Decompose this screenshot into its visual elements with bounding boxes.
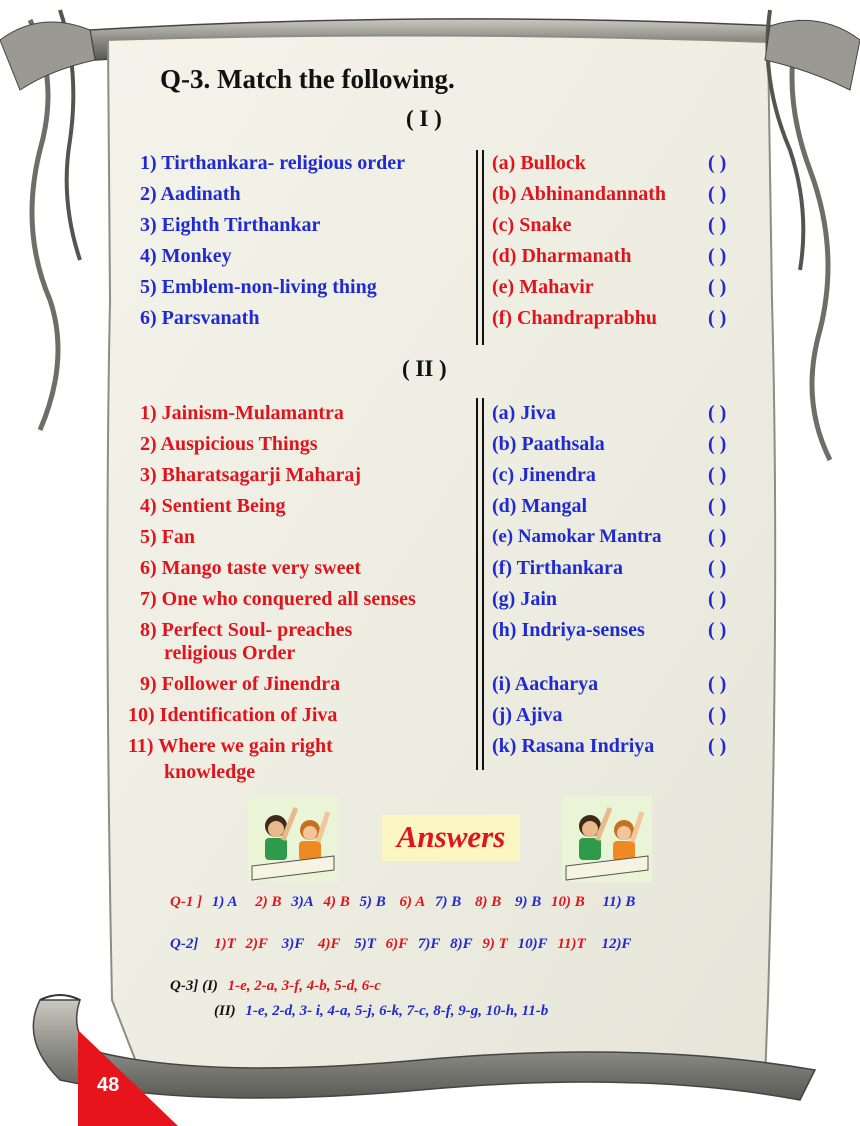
q2-answer: 11)T bbox=[557, 936, 586, 952]
s1-left-item: 2) Aadinath bbox=[140, 183, 241, 205]
answer-blank[interactable]: ( ) bbox=[708, 673, 727, 695]
s2-right-item: (h) Indriya-senses bbox=[492, 619, 645, 641]
section-2-divider bbox=[476, 398, 478, 770]
q3-i-answers: 1-e, 2-a, 3-f, 4-b, 5-d, 6-c bbox=[227, 978, 381, 994]
s2-left-item: 7) One who conquered all senses bbox=[140, 588, 416, 610]
s2-right-item: (i) Aacharya bbox=[492, 673, 599, 695]
s1-right-item: (c) Snake bbox=[492, 214, 572, 236]
q1-answer: 1) A bbox=[211, 894, 238, 910]
page-number: 48 bbox=[97, 1074, 120, 1096]
page-title: Q-3. Match the following. bbox=[160, 64, 455, 94]
s2-right-item: (f) Tirthankara bbox=[492, 557, 623, 579]
s2-left-item-cont: knowledge bbox=[164, 761, 256, 783]
q2-answer: 5)T bbox=[354, 936, 376, 952]
q3-ii-answers: 1-e, 2-d, 3- i, 4-a, 5-j, 6-k, 7-c, 8-f, 9-g, 10-h, 11-b bbox=[245, 1003, 549, 1019]
q2-answer: 6)F bbox=[385, 936, 409, 952]
answer-blank[interactable]: ( ) bbox=[708, 619, 727, 641]
students-illustration-right bbox=[562, 796, 652, 882]
s2-left-item: 1) Jainism-Mulamantra bbox=[140, 402, 344, 424]
q2-answer: 10)F bbox=[517, 936, 548, 952]
q1-answer: 3)A bbox=[291, 894, 314, 910]
answer-blank[interactable]: ( ) bbox=[708, 245, 727, 267]
s2-left-item: 11) Where we gain right bbox=[128, 735, 333, 757]
s2-right-item: (c) Jinendra bbox=[492, 464, 596, 486]
q3-label: Q-3] (I) bbox=[170, 978, 218, 994]
answer-blank[interactable]: ( ) bbox=[708, 495, 727, 517]
section-1-divider bbox=[476, 150, 478, 345]
s2-right-item: (g) Jain bbox=[492, 588, 557, 610]
s2-left-item: 6) Mango taste very sweet bbox=[140, 557, 362, 579]
s1-left-item: 6) Parsvanath bbox=[140, 307, 260, 329]
s1-right-item: (e) Mahavir bbox=[492, 276, 594, 298]
s1-right-item: (d) Dharmanath bbox=[492, 245, 632, 267]
answer-blank[interactable]: ( ) bbox=[708, 735, 727, 757]
q2-answer: 2)F bbox=[245, 936, 268, 952]
q2-answer: 1)T bbox=[214, 936, 236, 952]
q2-answer: 4)F bbox=[318, 936, 341, 952]
answer-blank[interactable]: ( ) bbox=[708, 704, 727, 726]
section-1-heading: ( I ) bbox=[406, 106, 442, 131]
s2-left-item: 10) Identification of Jiva bbox=[128, 704, 338, 726]
answers-title: Answers bbox=[396, 819, 506, 854]
s2-right-item: (k) Rasana Indriya bbox=[492, 735, 655, 757]
q1-label: Q-1 ] bbox=[170, 894, 203, 910]
s2-left-item: 9) Follower of Jinendra bbox=[140, 673, 341, 695]
s1-left-item: 4) Monkey bbox=[140, 245, 232, 267]
answer-blank[interactable]: ( ) bbox=[708, 152, 727, 174]
section-2-heading: ( II ) bbox=[402, 356, 447, 381]
s2-left-item: 5) Fan bbox=[140, 526, 195, 548]
s1-left-item: 5) Emblem-non-living thing bbox=[140, 276, 377, 298]
answer-key-q1 bbox=[170, 894, 641, 911]
s2-left-item: 2) Auspicious Things bbox=[140, 433, 318, 455]
q1-answer: 11) B bbox=[602, 894, 636, 910]
q2-answer: 7)F bbox=[417, 936, 441, 952]
q2-label: Q-2] bbox=[170, 936, 199, 952]
answer-key-q2 bbox=[170, 936, 637, 953]
q1-answer: 6) A bbox=[399, 894, 426, 910]
answer-blank[interactable]: ( ) bbox=[708, 464, 727, 486]
students-illustration-left bbox=[248, 796, 338, 882]
s2-left-item: 3) Bharatsagarji Maharaj bbox=[140, 464, 362, 486]
q2-answer: 12)F bbox=[601, 936, 632, 952]
s2-right-item: (e) Namokar Mantra bbox=[492, 526, 662, 547]
s2-left-item: 8) Perfect Soul- preaches bbox=[140, 619, 353, 641]
q2-answer: 3)F bbox=[281, 936, 305, 952]
answer-blank[interactable]: ( ) bbox=[708, 433, 727, 455]
answer-blank[interactable]: ( ) bbox=[708, 557, 727, 579]
q2-answer: 8)F bbox=[450, 936, 473, 952]
answer-key-q3-ii bbox=[214, 1003, 554, 1020]
q1-answer: 8) B bbox=[474, 894, 502, 910]
s1-right-item: (f) Chandraprabhu bbox=[492, 307, 658, 329]
q2-answer: 9) T bbox=[482, 936, 508, 952]
s1-left-item: 3) Eighth Tirthankar bbox=[140, 214, 321, 236]
q3-ii-label: (II) bbox=[214, 1003, 236, 1019]
s2-right-item: (a) Jiva bbox=[492, 402, 556, 424]
q1-answer: 2) B bbox=[255, 894, 282, 910]
answer-blank[interactable]: ( ) bbox=[708, 588, 727, 610]
answer-blank[interactable]: ( ) bbox=[708, 307, 727, 329]
s2-right-item: (d) Mangal bbox=[492, 495, 587, 517]
answer-blank[interactable]: ( ) bbox=[708, 214, 727, 236]
q1-answer: 4) B bbox=[323, 894, 350, 910]
s2-right-item: (j) Ajiva bbox=[492, 704, 563, 726]
s2-right-item: (b) Paathsala bbox=[492, 433, 605, 455]
s1-left-item: 1) Tirthankara- religious order bbox=[140, 152, 405, 174]
answer-blank[interactable]: ( ) bbox=[708, 526, 727, 548]
right-rope bbox=[792, 20, 830, 460]
answer-key-q3-i bbox=[170, 978, 387, 995]
q1-answer: 10) B bbox=[550, 894, 585, 910]
q1-answer: 9) B bbox=[514, 894, 542, 910]
answer-blank[interactable]: ( ) bbox=[708, 276, 727, 298]
s1-right-item: (b) Abhinandannath bbox=[492, 183, 666, 205]
answer-blank[interactable]: ( ) bbox=[708, 402, 727, 424]
s2-left-item: 4) Sentient Being bbox=[140, 495, 286, 517]
answer-blank[interactable]: ( ) bbox=[708, 183, 727, 205]
s1-right-item: (a) Bullock bbox=[492, 152, 586, 174]
s2-left-item-cont: religious Order bbox=[164, 642, 296, 664]
q1-answer: 5) B bbox=[359, 894, 386, 910]
q1-answer: 7) B bbox=[434, 894, 462, 910]
